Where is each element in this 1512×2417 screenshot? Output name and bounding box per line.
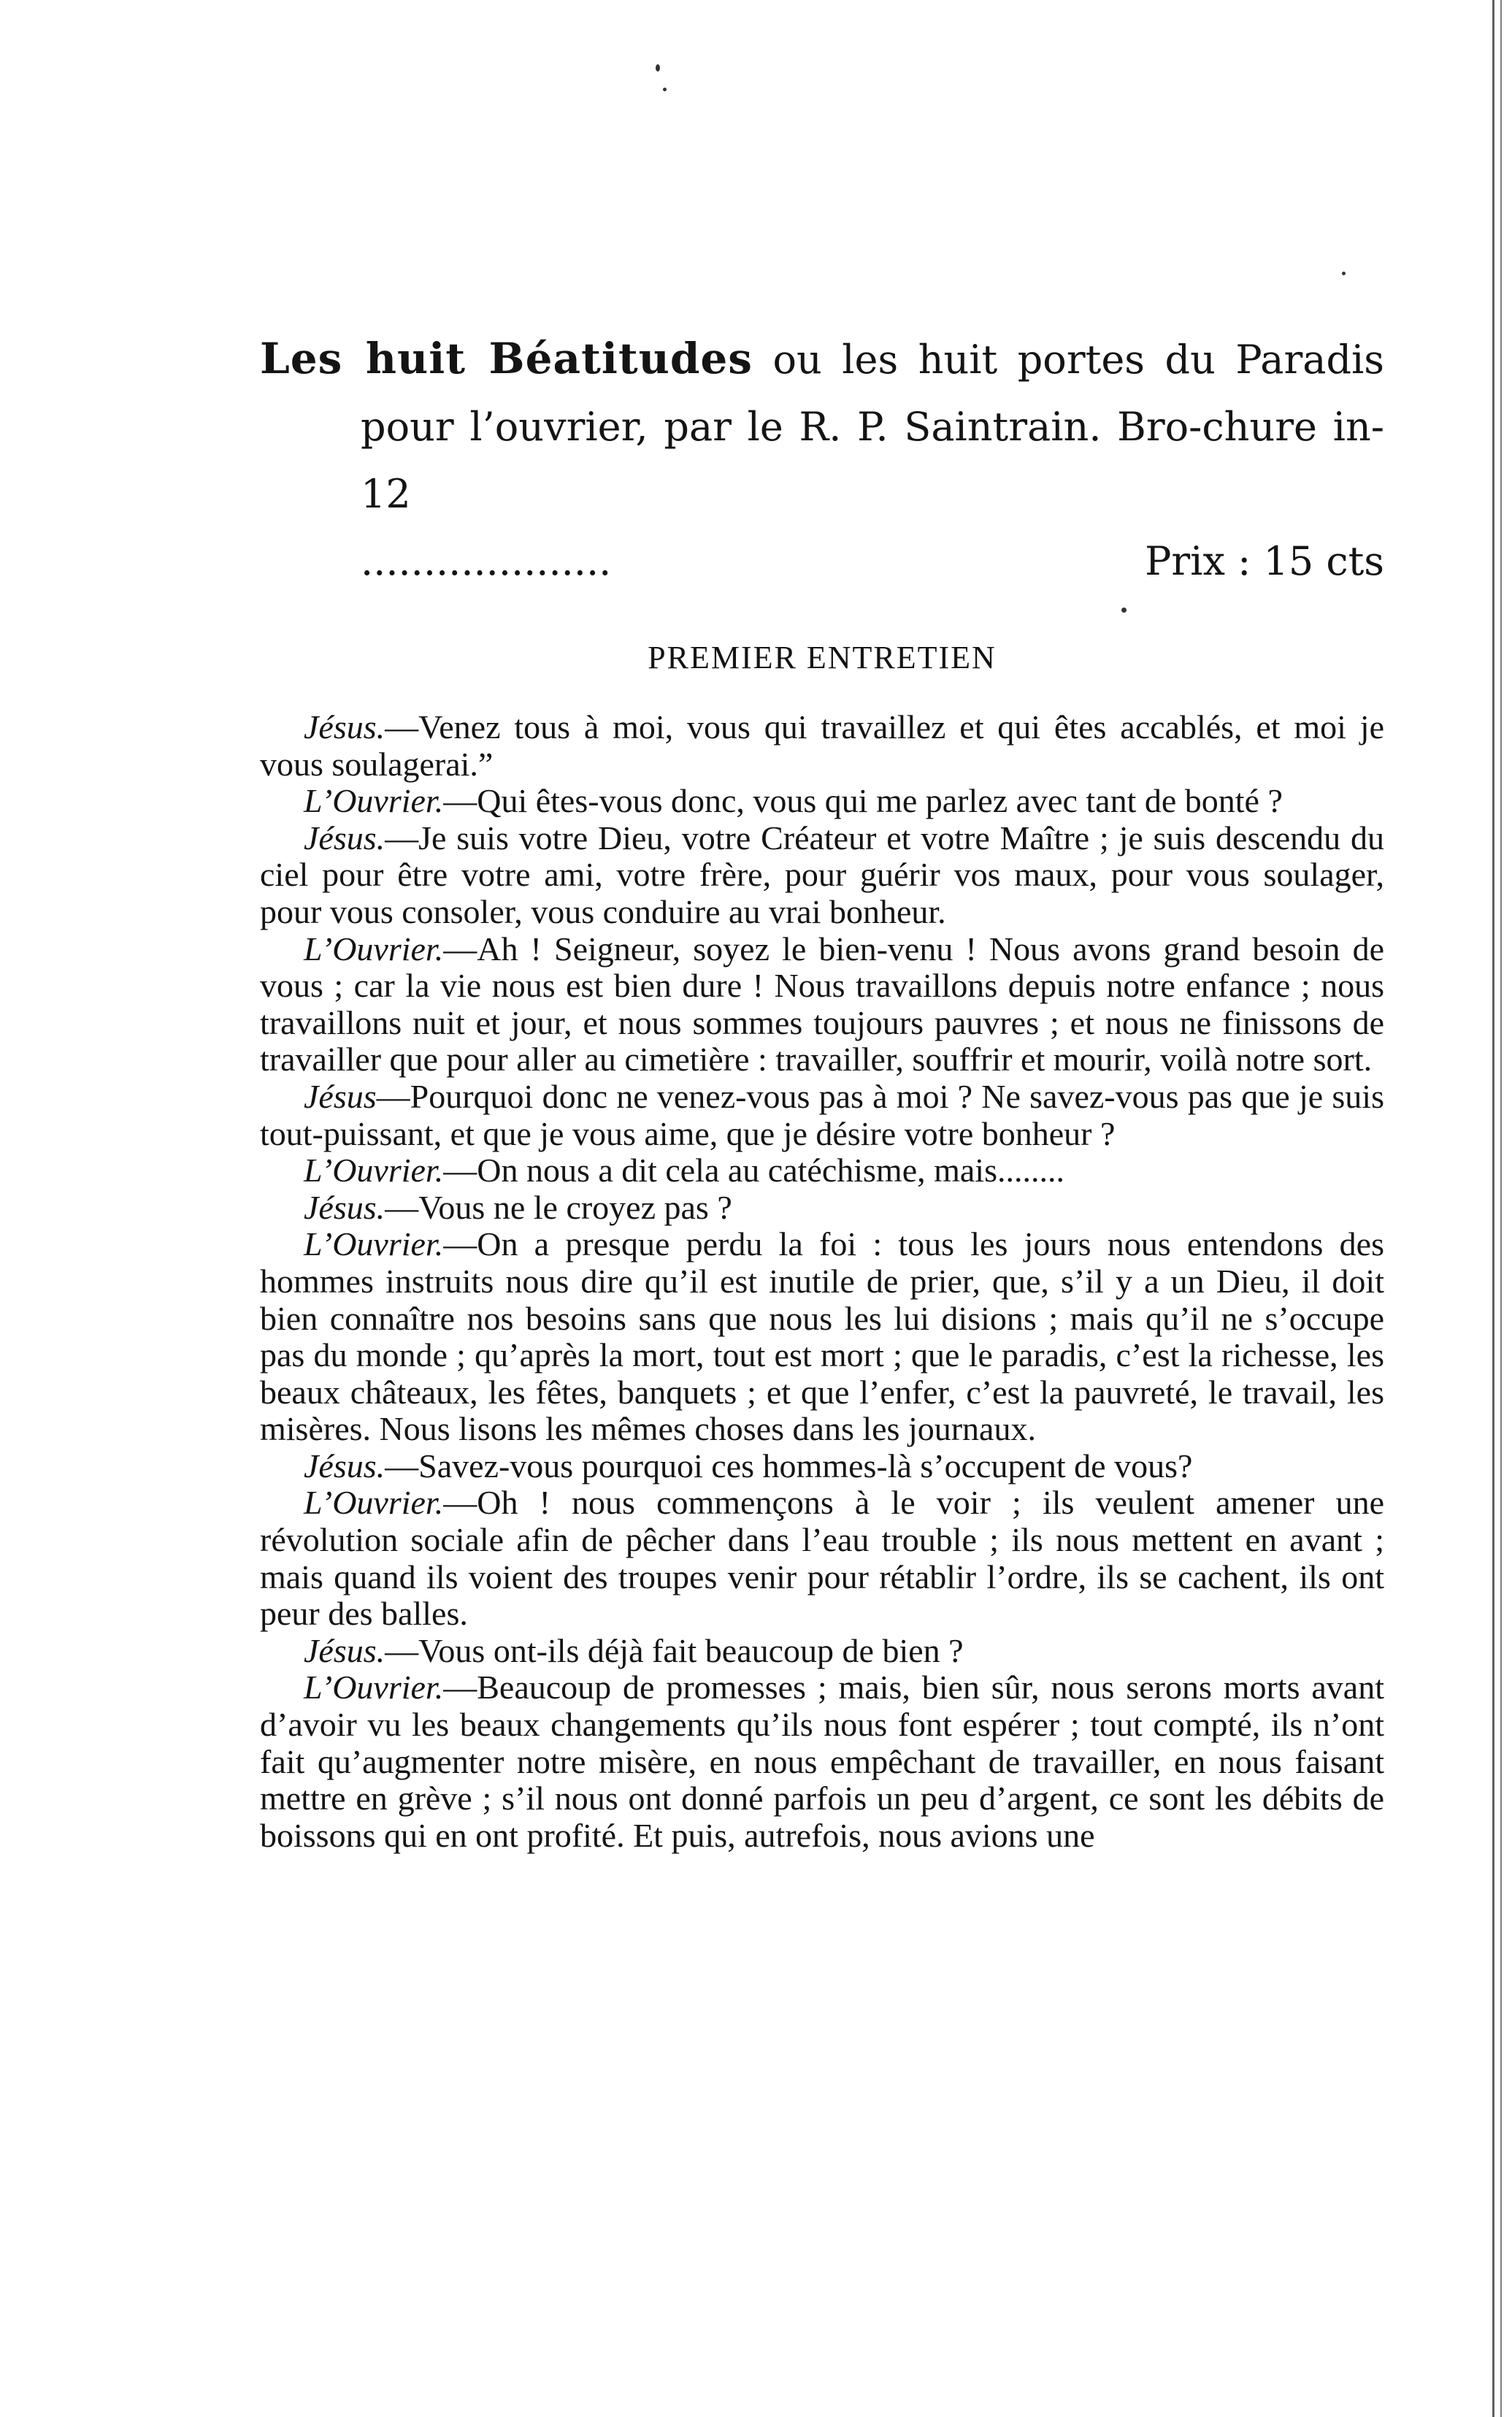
speaker-name: L’Ouvrier.	[304, 1669, 444, 1707]
speech-text: —Ah ! Seigneur, soyez le bien-venu ! Nous avons grand besoin de vous ; car la vie nous est bien dure ! Nous travaillons depuis notre enfance ; nous travaillons nuit et jour, et nous sommes toujours pauvres ; et nous ne finissons de travailler que pour aller au cimetière : travailler, souffrir et mourir, voilà notre sort.	[260, 930, 1384, 1079]
speech-text: —Oh ! nous commençons à le voir ; ils veulent amener une révolution sociale afin de pêcher dans l’eau trouble ; ils nous mettent en avant ; mais quand ils voient des troupes venir pour rétablir l’ordre, ils se cachent, ils ont peur des balles.	[260, 1484, 1384, 1633]
speech-text: —Beaucoup de promesses ; mais, bien sûr, nous serons morts avant d’avoir vu les beaux changements qu’ils nous font espérer ; tout compté, ils n’ont fait qu’augmenter notre misère, en nous empêchant de travailler, en nous faisant mettre en grève ; s’il nous ont donné parfois un peu d’argent, ce sont les débits de boissons qui en ont profité. Et puis, autrefois, nous avions une	[260, 1669, 1384, 1854]
speaker-name: Jésus.	[304, 819, 385, 857]
section-heading: PREMIER ENTRETIEN	[648, 640, 997, 675]
speech-text: —Pourquoi donc ne venez-vous pas à moi ? Ne savez-vous pas que je suis tout-puissant, et que je vous aime, que je désire votre bonheur ?	[260, 1077, 1384, 1152]
dialogue-paragraph	[260, 709, 1384, 783]
speaker-name: L’Ouvrier.	[304, 1225, 444, 1263]
speaker-name: L’Ouvrier.	[304, 1484, 444, 1522]
print-speck	[663, 88, 667, 91]
speaker-name: Jésus.	[304, 1447, 385, 1485]
print-speck	[656, 64, 660, 72]
book-subtitle: ou les huit portes du Paradis pour l’ouvrier, par le R. P. Saintrain. Bro-chure in-12	[361, 337, 1385, 517]
speech-text: —On a presque perdu la foi : tous les jours nous entendons des hommes instruits nous dire qu’il est inutile de prier, que, s’il y a un Dieu, il doit bien connaître nos besoins sans que nous les lui disions ; mais qu’il ne s’occupe pas du monde ; qu’après la mort, tout est mort ; que le paradis, c’est la richesse, les beaux châteaux, les fêtes, banquets ; et que l’enfer, c’est la pauvreté, le travail, les misères. Nous lisons les mêmes choses dans les journaux.	[260, 1225, 1384, 1448]
speech-text: —Savez-vous pourquoi ces hommes-là s’occupent de vous?	[385, 1447, 1193, 1485]
price-leader-dots: ....................	[361, 538, 612, 584]
dialogue-paragraph	[260, 783, 1384, 820]
dialogue-paragraph	[260, 1079, 1384, 1152]
speaker-name: L’Ouvrier.	[304, 930, 444, 968]
speaker-name: Jésus.	[304, 708, 385, 746]
speech-text: —Qui êtes-vous donc, vous qui me parlez avec tant de bonté ?	[443, 782, 1283, 820]
dialogue-paragraph	[260, 1448, 1384, 1485]
speech-text: —Vous ont-ils déjà fait beaucoup de bien ?	[385, 1631, 964, 1669]
speaker-name: Jésus	[304, 1077, 377, 1115]
dialogue-paragraph	[260, 1485, 1384, 1632]
book-title-paragraph	[260, 325, 1384, 528]
speech-text: —Vous ne le croyez pas ?	[385, 1188, 732, 1226]
price-label: Prix : 15 cts	[1145, 538, 1384, 584]
speaker-name: L’Ouvrier.	[304, 782, 444, 820]
print-speck	[1342, 272, 1346, 275]
speech-text: —On nous a dit cela au catéchisme, mais........	[443, 1152, 1064, 1190]
dialogue-paragraph	[260, 820, 1384, 931]
dialogue-paragraph	[260, 1669, 1384, 1854]
dialogue-paragraph	[260, 1633, 1384, 1670]
speech-text: —Je suis votre Dieu, votre Créateur et votre Maître ; je suis descendu du ciel pour être votre ami, votre frère, pour guérir vos maux, pour vous soulager, pour vous consoler, vous conduire au vrai bonheur.	[260, 819, 1384, 930]
speaker-name: L’Ouvrier.	[304, 1152, 444, 1190]
dialogue-text	[260, 709, 1384, 1854]
page-edge-border	[1492, 0, 1502, 2417]
speech-text: —Venez tous à moi, vous qui travaillez et qui êtes accablés, et moi je vous soulagerai.”	[260, 708, 1384, 783]
dialogue-paragraph	[260, 931, 1384, 1079]
dialogue-paragraph	[260, 1152, 1384, 1190]
dialogue-paragraph	[260, 1226, 1384, 1448]
speaker-name: Jésus.	[304, 1631, 385, 1669]
dialogue-paragraph	[260, 1190, 1384, 1227]
book-title: Les huit Béatitudes	[260, 334, 753, 383]
speaker-name: Jésus.	[304, 1188, 385, 1226]
document-body	[260, 325, 1384, 1854]
price-line	[260, 528, 1384, 595]
